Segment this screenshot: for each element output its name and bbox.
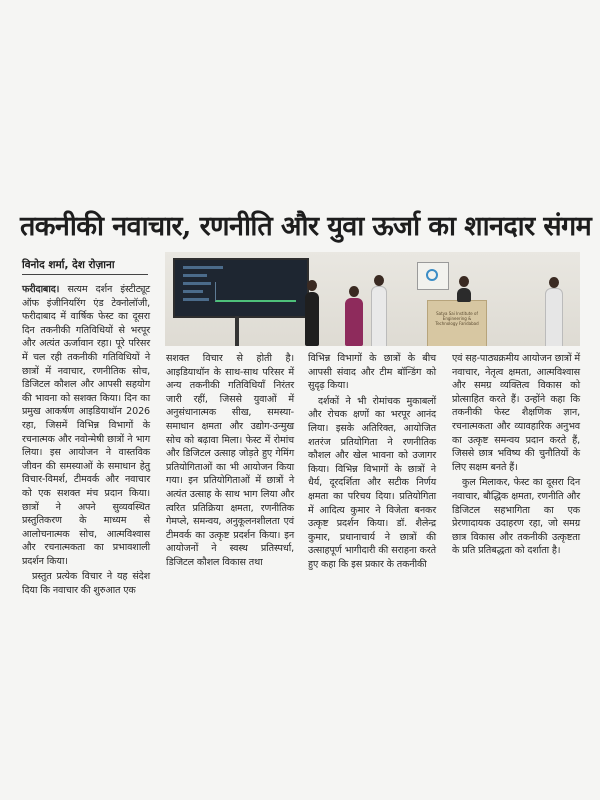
article-paragraph: सत्यम दर्शन इंस्टीट्यूट ऑफ इंजीनियरिंग एंड टेक्नोलॉजी, फरीदाबाद में वार्षिक फेस्ट का दूसरा दिन तकनीकी गतिविधियों से भरपूर और अत्यंत ऊर्जावान रहा। पूरे परिसर में चल रही तकनीकी गतिविधियों ने छात्रों में नवाचार, रणनीतिक सोच, डिजिटल कौशल और आपसी सहयोग की भावना को सशक्त किया। दिन का प्रमुख आकर्षण आइडियाथॉन 2026 रहा, जिसमें विभिन्न विभागों के रचनात्मक और नवोन्मेषी छात्रों ने भाग लिया। इस आयोजन ने वास्तविक जीवन की समस्याओं के समाधान हेतु विचार-विमर्श, टीमवर्क और नवाचार को एक सशक्त मंच प्रदान किया। छात्रों ने अपने सुव्यवस्थित प्रस्तुतिकरण के माध्यम से आलोचनात्मक सोच, आत्मविश्वास और रचनात्मकता का प्रभावशाली प्रदर्शन किया। <box>22 284 150 567</box>
byline-divider <box>22 274 148 275</box>
article-paragraph: दर्शकों ने भी रोमांचक मुकाबलों और रोचक क्षणों का भरपूर आनंद लिया। इसके अतिरिक्त, आयोजित शतरंज प्रतियोगिता ने रणनीतिक कौशल और खेल भावना को उजागर किया। विभिन्न विभागों के छात्रों ने धैर्य, दूरदर्शिता और सटीक निर्णय क्षमता का परिचय दिया। प्रतियोगिता में आदित्य कुमार ने विजेता बनकर उत्कृष्ट प्रदर्शन किया। डॉ. शैलेन्द्र कुमार, प्रधानाचार्य ने छात्रों की उत्साहपूर्ण भागीदारी की सराहना करते हुए कहा कि इस प्रकार के तकनीकी <box>308 395 436 570</box>
article-column-3 <box>308 352 436 574</box>
article-paragraph: विभिन्न विभागों के छात्रों के बीच आपसी संवाद और टीम बॉन्डिंग को सुदृढ़ किया। <box>308 353 436 392</box>
article-column-1 <box>22 283 150 600</box>
article-column-2 <box>166 352 294 572</box>
article-dateline: फरीदाबाद। <box>22 284 60 295</box>
podium-label: Satya Sai Institute of Engineering & Technology Faridabad <box>435 311 479 326</box>
student-figure <box>345 298 363 346</box>
presenter-figure <box>305 292 319 346</box>
article-paragraph: कुल मिलाकर, फेस्ट का दूसरा दिन नवाचार, बौद्धिक क्षमता, रणनीति और डिजिटल सहभागिता का एक प्रेरणादायक उदाहरण रहा, जो समग्र छात्र विकास और तकनीकी उत्कृष्टता के प्रति प्रतिबद्धता को दर्शाता है। <box>452 477 580 557</box>
student-figure <box>457 288 471 302</box>
screen-stand <box>235 316 239 346</box>
article-column-4 <box>452 352 580 560</box>
presentation-screen <box>173 258 309 318</box>
article-paragraph: प्रस्तुत प्रत्येक विचार ने यह संदेश दिया कि नवाचार की शुरुआत एक <box>22 571 150 597</box>
podium <box>427 300 487 346</box>
article-byline: विनोद शर्मा, देश रोज़ाना <box>22 259 115 271</box>
institute-logo <box>417 262 449 290</box>
student-figure <box>371 286 387 346</box>
article-headline: तकनीकी नवाचार, रणनीति और युवा ऊर्जा का शानदार संगम <box>20 211 592 242</box>
event-photo <box>165 252 580 346</box>
article-paragraph: एवं सह-पाठ्यक्रमीय आयोजन छात्रों में नवाचार, नेतृत्व क्षमता, आत्मविश्वास और समग्र व्यक्तित्व विकास को प्रोत्साहित करते हैं। उन्होंने कहा कि तकनीकी फेस्ट शैक्षणिक ज्ञान, रचनात्मकता और व्यावहारिक अनुभव का उत्कृष्ट समन्वय प्रदान करते हैं, जिससे छात्र भविष्य की चुनौतियों के लिए सक्षम बनते हैं। <box>452 353 580 473</box>
student-figure <box>545 288 563 346</box>
article-paragraph: सशक्त विचार से होती है। आइडियाथॉन के साथ-साथ परिसर में अन्य तकनीकी गतिविधियाँ निरंतर जारी रहीं, जिससे युवाओं में अनुसंधानात्मक सीख, समस्या-समाधान क्षमता और उद्योग-उन्मुख सोच को बढ़ावा मिला। फेस्ट में रोमांच और डिजिटल उत्साह जोड़ते हुए गेमिंग प्रतियोगिताओं का भी आयोजन किया गया। इन प्रतियोगिताओं में छात्रों ने अत्यंत उत्साह के साथ भाग लिया और त्वरित प्रतिक्रिया क्षमता, रणनीतिक गेमप्ले, समन्वय, अनुकूलनशीलता एवं टीमवर्क का उत्कृष्ट प्रदर्शन किया। इन आयोजनों ने स्वस्थ प्रतिस्पर्धा, डिजिटल कौशल विकास तथा <box>166 353 294 568</box>
